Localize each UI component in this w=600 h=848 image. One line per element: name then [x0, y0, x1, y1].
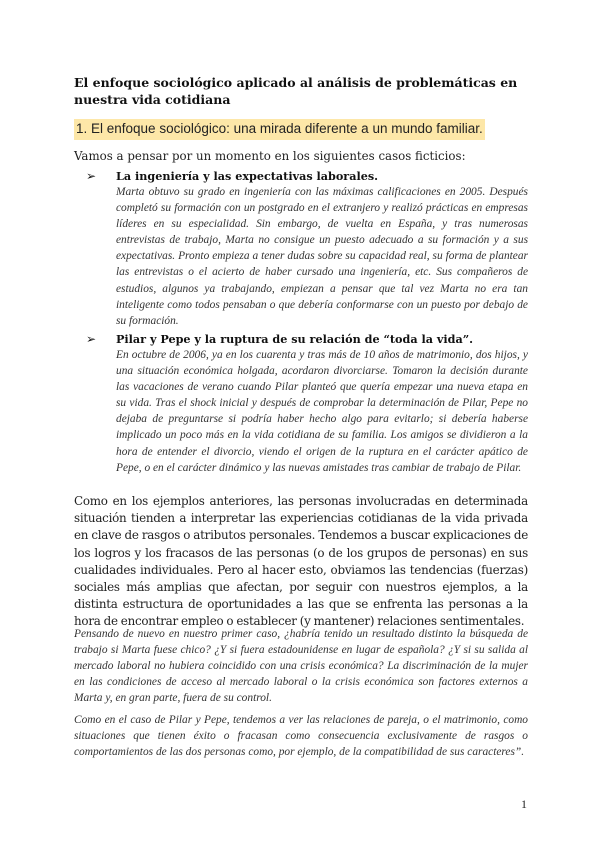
case-title-text: La ingeniería y las expectativas laborales. [116, 169, 379, 183]
page-number: 1 [521, 797, 527, 811]
arrow-bullet-icon: ➢ [86, 332, 97, 346]
italic-paragraph: Pensando de nuevo en nuestro primer caso, ¿habría tenido un resultado distinto la búsqueda de trabajo si Marta fuese chico? ¿Y si fuera estadounidense en lugar de española? ¿Y si su salida al mercado laboral no hubiera coincidido con una crisis económica? La discriminación de la mujer en las condiciones de acceso al mercado laboral o la crisis económica son factores externos a Marta y, en gran parte, fuera de su control. [74, 628, 528, 705]
case-item [86, 168, 528, 329]
document-title: El enfoque sociológico aplicado al análisis de problemáticas en nuestra vida cotidiana [74, 75, 518, 107]
case-body: Marta obtuvo su grado en ingeniería con las máximas calificaciones en 2005. Después completó su formación con un postgrado en el extranjero y realizó prácticas en empresas líderes en su especialidad. Sin embargo, de vuelta en España, y tras numerosas entrevistas de trabajo, Marta no consigue un puesto adecuado a su formación y a sus expectativas. Pronto empieza a tener dudas sobre su capacidad real, su forma de plantear las entrevistas o el acierto de haber cursado una ingeniería, etc. Sus compañeros de estudios, algunos ya trabajando, empiezan a pensar que tal vez Marta no era tan inteligente como todos pensaban o que debería conformarse con un puesto por debajo de su formación. [116, 186, 528, 327]
section-heading: 1. El enfoque sociológico: una mirada diferente a un mundo familiar. [74, 119, 485, 140]
intro-text: Vamos a pensar por un momento en los siguientes casos ficticios: [74, 149, 466, 163]
italic-paragraph: Como en el caso de Pilar y Pepe, tendemos a ver las relaciones de pareja, o el matrimonio, como situaciones que tienen éxito o fracasan como consecuencia exclusivamente de rasgos o comportamientos de las dos personas como, por ejemplo, de la compatibilidad de sus caracteres”. [74, 714, 528, 759]
case-title [86, 331, 528, 347]
arrow-bullet-icon: ➢ [86, 169, 97, 183]
case-title [86, 168, 528, 184]
case-title-text: Pilar y Pepe y la ruptura de su relación de “toda la vida”. [116, 332, 474, 346]
body-paragraph: Como en los ejemplos anteriores, las personas involucradas en determinada situación tienden a interpretar las experiencias cotidianas de la vida privada en clave de rasgos o atributos personales. Tendemos a buscar explicaciones de los logros y los fracasos de las personas (o de los grupos de personas) en sus cualidades individuales. Pero al hacer esto, obviamos las tendencias (fuerzas) sociales más amplias que afectan, por seguir con nuestros ejemplos, a la distinta estructura de oportunidades a las que se enfrenta las personas a la hora de encontrar empleo o establecer (y mantener) relaciones sentimentales. [74, 494, 528, 629]
case-item [86, 331, 528, 476]
case-body: En octubre de 2006, ya en los cuarenta y tras más de 10 años de matrimonio, dos hijos, y una situación económica holgada, acordaron divorciarse. Tomaron la decisión durante las vacaciones de verano cuando Pilar planteó que quería empezar una nueva etapa en su vida. Tras el shock inicial y después de comprobar la determinación de Pilar, Pepe no dejaba de preguntarse si podría haber hecho algo para evitarlo; si debería haberse implicado un poco más en la vida cotidiana de su familia. Los amigos se dividieron a la hora de entender el divorcio, viendo el origen de la ruptura en el carácter apático de Pepe, o en el carácter dinámico y las nuevas amistades tras cambiar de trabajo de Pilar. [116, 349, 528, 474]
